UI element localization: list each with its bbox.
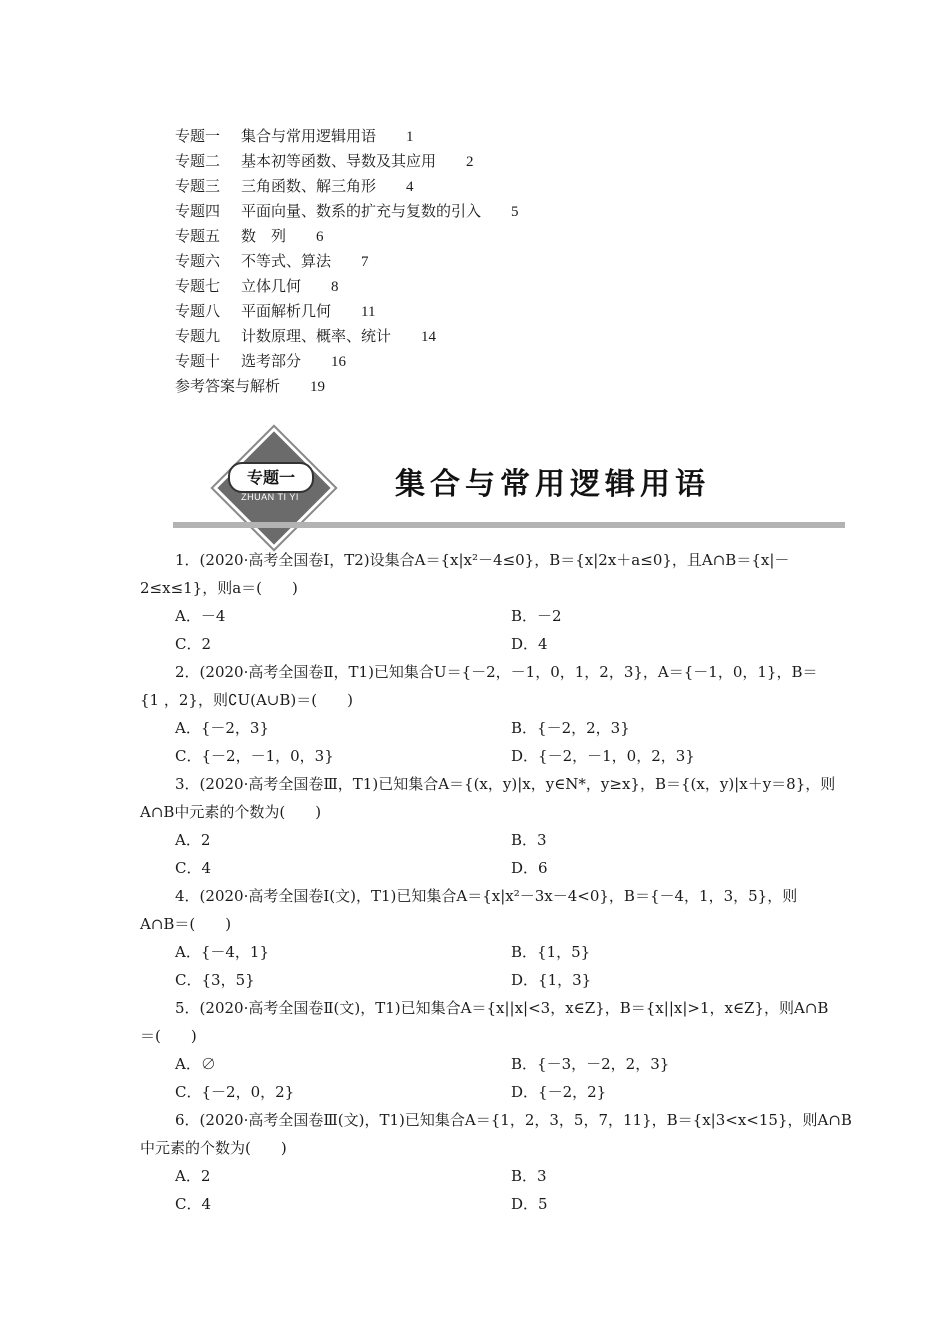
toc-entry-number: 专题四 <box>175 202 221 220</box>
option-row <box>140 714 812 742</box>
toc-entry-page: 2 <box>466 154 474 170</box>
title-rule <box>173 522 845 528</box>
toc-entry-title: 三角函数、解三角形 <box>241 177 377 195</box>
question-stem: 5．(2020·高考全国卷Ⅱ(文)，T1)已知集合A＝{x||x|<3，x∈Z}，B＝{x||x|>1，x∈Z}，则A∩B <box>175 999 829 1017</box>
toc-entry-title: 不等式、算法 <box>241 252 332 270</box>
toc-entry-number: 专题七 <box>175 277 221 295</box>
answer-option[interactable]: A．2 <box>175 831 211 849</box>
answer-option[interactable]: A．{－2，3} <box>175 719 270 737</box>
answer-option[interactable]: B．3 <box>511 1167 547 1185</box>
answer-option[interactable]: D．{1，3} <box>511 971 592 989</box>
answer-option[interactable]: B．{－2，2，3} <box>511 719 630 737</box>
toc-entry-number: 专题十 <box>175 352 221 370</box>
answer-option[interactable]: C．4 <box>175 859 212 877</box>
answer-option[interactable]: C．4 <box>175 1195 212 1213</box>
answer-option[interactable]: A．－4 <box>175 607 226 625</box>
option-row <box>140 1078 812 1106</box>
answer-option[interactable]: C．{－2，－1，0，3} <box>175 747 334 765</box>
question-stem: 3．(2020·高考全国卷Ⅲ，T1)已知集合A＝{(x，y)|x，y∈N*，y≥x}，B＝{(x，y)|x＋y＝8}，则 <box>175 775 836 793</box>
question-stem-continued: 中元素的个数为( ) <box>140 1139 287 1157</box>
toc-entry-number: 专题九 <box>175 327 221 345</box>
toc-entry[interactable] <box>175 274 735 299</box>
question-stem-continued: 2≤x≤1}，则a＝( ) <box>140 579 298 597</box>
question-item <box>140 882 812 994</box>
question-item <box>140 770 836 882</box>
toc-entry-title: 数 列 <box>241 227 287 245</box>
option-row <box>140 630 812 658</box>
toc-entry-page: 16 <box>331 354 347 370</box>
question-item <box>140 1106 852 1218</box>
option-row <box>140 1050 812 1078</box>
option-row <box>140 1162 812 1190</box>
option-row <box>140 742 812 770</box>
toc-entry-title: 平面向量、数系的扩充与复数的引入 <box>241 202 482 220</box>
badge-pinyin: ZHUAN TI YI <box>241 492 299 502</box>
toc-entry[interactable] <box>175 374 735 399</box>
answer-option[interactable]: A．{－4，1} <box>175 943 270 961</box>
question-stem: 6．(2020·高考全国卷Ⅲ(文)，T1)已知集合A＝{1，2，3，5，7，11}，B＝{x|3<x<15}，则A∩B <box>175 1111 852 1129</box>
toc-entry-title: 立体几何 <box>241 277 302 295</box>
toc-entry-number: 专题一 <box>175 127 221 145</box>
toc-entry-page: 4 <box>406 179 414 195</box>
question-stem-continued: {1 ，2}，则∁U(A∪B)＝( ) <box>140 691 353 709</box>
question-item <box>140 658 818 770</box>
answer-option[interactable]: D．6 <box>511 859 548 877</box>
option-row <box>140 938 812 966</box>
toc-entry-page: 8 <box>331 279 339 295</box>
question-item <box>140 994 829 1106</box>
question-list <box>140 546 852 1218</box>
answer-option[interactable]: B．{－3，－2，2，3} <box>511 1055 670 1073</box>
question-stem-continued: ＝( ) <box>140 1027 197 1045</box>
answer-option[interactable]: B．{1，5} <box>511 943 591 961</box>
toc-entry[interactable] <box>175 124 735 149</box>
answer-option[interactable]: C．{3，5} <box>175 971 255 989</box>
answer-option[interactable]: A．∅ <box>175 1055 216 1073</box>
toc-entry-number: 专题八 <box>175 302 221 320</box>
toc-entry[interactable] <box>175 149 735 174</box>
toc-entry-number: 参考答案与解析 <box>175 377 281 395</box>
answer-option[interactable]: D．4 <box>511 635 548 653</box>
answer-option[interactable]: C．{－2，0，2} <box>175 1083 295 1101</box>
toc-entry[interactable] <box>175 349 735 374</box>
option-row <box>140 602 812 630</box>
answer-option[interactable]: A．2 <box>175 1167 211 1185</box>
question-stem: 2．(2020·高考全国卷Ⅱ，T1)已知集合U＝{－2，－1，0，1，2，3}，A＝{－1，0，1}，B＝ <box>175 663 818 681</box>
toc-entry-number: 专题三 <box>175 177 221 195</box>
option-row <box>140 1190 812 1218</box>
toc-entry-number: 专题六 <box>175 252 221 270</box>
toc-entry-title: 选考部分 <box>241 352 302 370</box>
toc-entry-title: 平面解析几何 <box>241 302 332 320</box>
toc-entry-page: 11 <box>361 304 376 320</box>
answer-option[interactable]: C．2 <box>175 635 212 653</box>
answer-option[interactable]: D．{－2，－1，0，2，3} <box>511 747 695 765</box>
toc-entry-page: 6 <box>316 229 324 245</box>
answer-option[interactable]: D．{－2，2} <box>511 1083 607 1101</box>
toc-entry[interactable] <box>175 324 735 349</box>
toc-entry[interactable] <box>175 224 735 249</box>
toc-entry-page: 19 <box>310 379 326 395</box>
topic-title: 集合与常用逻辑用语 <box>395 467 710 502</box>
toc-entry-page: 7 <box>361 254 369 270</box>
table-of-contents <box>175 124 735 399</box>
question-stem-continued: A∩B中元素的个数为( ) <box>140 803 322 821</box>
toc-entry[interactable] <box>175 199 735 224</box>
toc-entry-number: 专题二 <box>175 152 221 170</box>
answer-option[interactable]: B．－2 <box>511 607 562 625</box>
answer-option[interactable]: B．3 <box>511 831 547 849</box>
option-row <box>140 826 812 854</box>
toc-entry-page: 1 <box>406 129 414 145</box>
toc-entry-title: 计数原理、概率、统计 <box>241 327 392 345</box>
badge-label: 专题一 <box>228 462 314 493</box>
answer-option[interactable]: D．5 <box>511 1195 548 1213</box>
toc-entry-title: 基本初等函数、导数及其应用 <box>241 152 437 170</box>
question-stem: 1．(2020·高考全国卷Ⅰ，T2)设集合A＝{x|x²－4≤0}，B＝{x|2x＋a≤0}，且A∩B＝{x|－ <box>175 551 790 569</box>
question-stem: 4．(2020·高考全国卷Ⅰ(文)，T1)已知集合A＝{x|x²－3x－4<0}，B＝{－4，1，3，5}，则 <box>175 887 798 905</box>
toc-entry[interactable] <box>175 299 735 324</box>
option-row <box>140 966 812 994</box>
toc-entry[interactable] <box>175 174 735 199</box>
toc-entry-page: 5 <box>511 204 519 220</box>
question-stem-continued: A∩B＝( ) <box>140 915 232 933</box>
toc-entry-title: 集合与常用逻辑用语 <box>241 127 377 145</box>
toc-entry[interactable] <box>175 249 735 274</box>
option-row <box>140 854 812 882</box>
toc-entry-number: 专题五 <box>175 227 221 245</box>
question-item <box>140 546 812 658</box>
toc-entry-page: 14 <box>421 329 437 345</box>
